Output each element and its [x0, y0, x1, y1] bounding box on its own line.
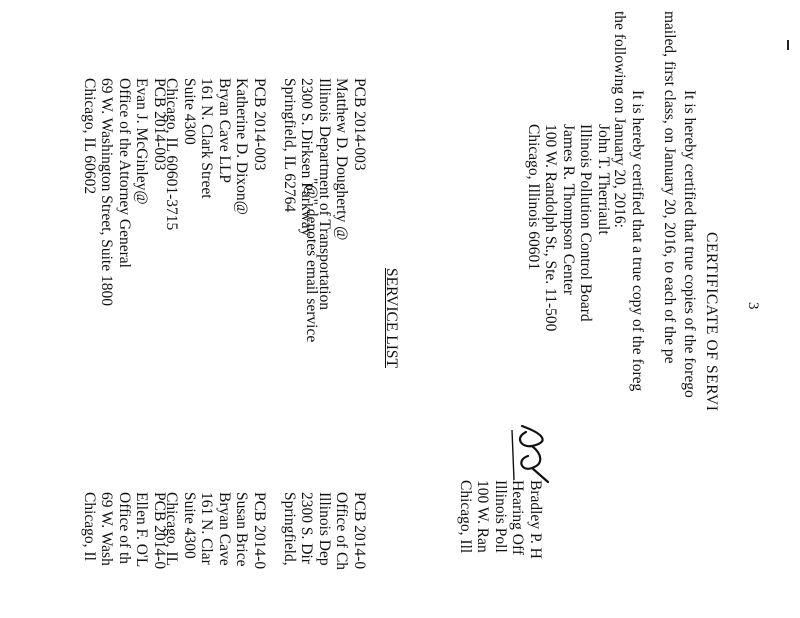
- service-line: Chicago, IL 60602: [81, 78, 98, 195]
- service-line: PCB 2014-0: [351, 492, 368, 570]
- address-line: Bradley P. H: [527, 480, 544, 559]
- service-line: 2300 S. Dirksen Parkway: [298, 78, 316, 237]
- service-line: Susan Brice: [233, 492, 251, 567]
- address-line: John T. Therriault: [595, 124, 612, 235]
- service-line: Chicago, Il: [81, 492, 98, 561]
- service-line: Chicago, IL 60601-3715: [163, 78, 181, 231]
- service-line: Office of the Attorney General: [116, 78, 133, 268]
- service-line: Illinois Dep: [316, 492, 333, 566]
- service-line: Office of th: [116, 492, 133, 565]
- service-entry: [163, 492, 268, 569]
- service-line: PCB 2014-003: [251, 78, 268, 171]
- certificate-title: CERTIFICATE OF SERVI: [703, 232, 720, 412]
- service-line: Illinois Department of Transportation: [316, 78, 333, 311]
- service-line: 2300 S. Dir: [298, 492, 316, 564]
- service-entry: [81, 492, 169, 569]
- address-line: 100 W. Ran: [474, 480, 492, 553]
- certificate-paragraph-1-line-1: It is hereby certified that true copies of the forego: [681, 90, 698, 398]
- service-line: 69 W. Washington Street, Suite 1800: [98, 78, 116, 306]
- service-list-heading: SERVICE LIST: [383, 268, 400, 368]
- certificate-paragraph-1-line-2: mailed, first class, on January 20, 2016, to each of the pe: [661, 11, 678, 364]
- address-line: 100 W. Randolph St., Ste. 11-500: [542, 124, 560, 332]
- address-line: James R. Thompson Center: [560, 124, 577, 296]
- certificate-paragraph-2-line-2: the following on January 20, 2016:: [611, 11, 628, 228]
- address-line: Chicago, Illinois 60601: [525, 124, 542, 270]
- service-entry: [281, 492, 369, 570]
- certificate-paragraph-2-line-1: It is hereby certified that a true copy of the foreg: [629, 90, 646, 392]
- service-line: Springfield,: [281, 492, 298, 566]
- address-line: Illinois Poll: [492, 480, 509, 553]
- service-line: 69 W. Wash: [98, 492, 116, 566]
- service-line: 161 N. Clar: [198, 492, 216, 565]
- service-line: PCB 2014-0: [151, 492, 168, 570]
- service-entry: [281, 78, 369, 310]
- service-line: PCB 2014-0: [251, 492, 268, 570]
- service-line: Suite 4300: [181, 78, 198, 145]
- service-line: Suite 4300: [181, 492, 198, 559]
- service-entry: [81, 78, 169, 306]
- service-line: Ellen F. O'L: [133, 492, 151, 568]
- service-entry: [163, 78, 268, 230]
- service-line: Katherine D. Dixon@: [233, 78, 251, 215]
- service-line: PCB 2014-003: [151, 78, 168, 171]
- email-service-note: "@" denotes email service: [303, 178, 320, 343]
- address-line: Chicago, Ill: [457, 480, 474, 554]
- service-line: PCB 2014-003: [351, 78, 368, 171]
- service-line: Bryan Cave: [216, 492, 233, 566]
- hearing-officer-address-block: [457, 480, 545, 559]
- recipient-address-block: [525, 76, 613, 331]
- service-line: Office of Ch: [333, 492, 351, 571]
- service-line: 161 N. Clark Street: [198, 78, 216, 199]
- service-line: Bryan Cave LLP: [216, 78, 233, 184]
- address-line: Hearing Off: [509, 480, 527, 556]
- service-line: Evan J. McGinley@: [133, 78, 151, 205]
- service-line: Chicago, IL: [163, 492, 181, 567]
- service-line: Matthew D. Dougherty @: [333, 78, 351, 241]
- page-number: 3: [745, 302, 761, 310]
- service-line: Springfield, IL 62764: [281, 78, 298, 213]
- address-line: Illinois Pollution Control Board: [577, 124, 595, 322]
